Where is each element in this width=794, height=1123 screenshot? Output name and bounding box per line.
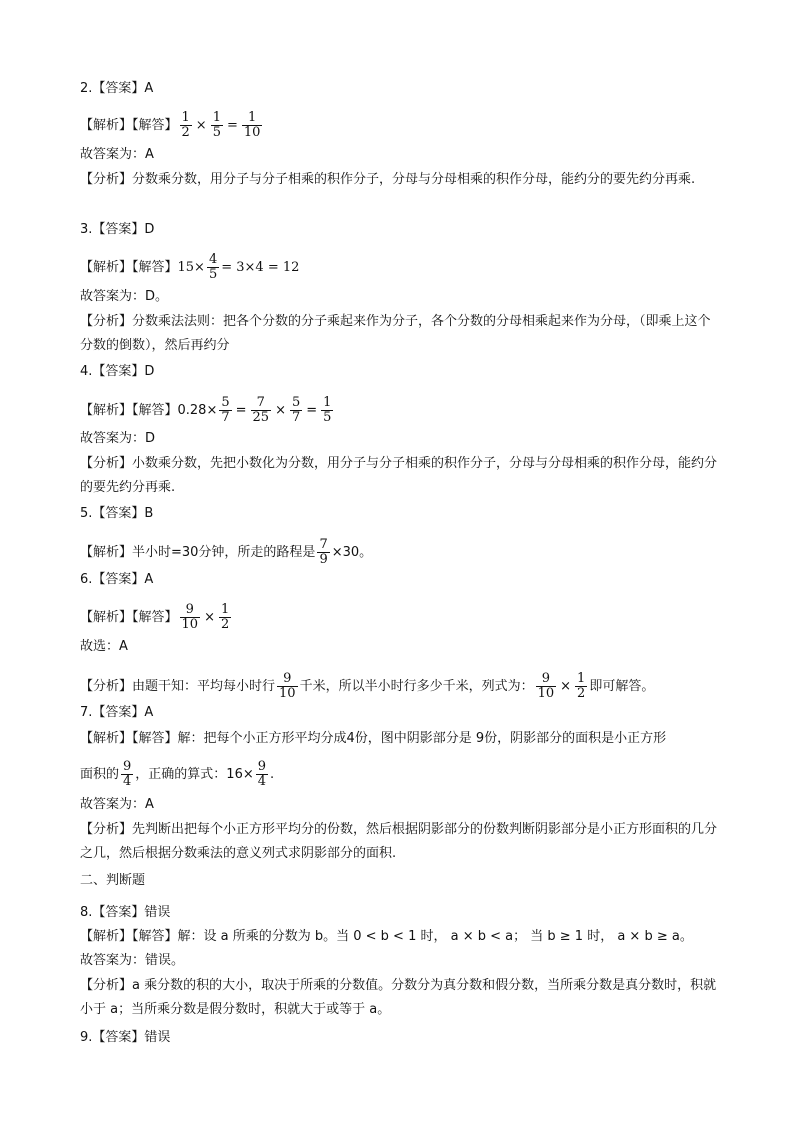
q3-fraction-1: $\frac{4}{5}$ <box>208 252 218 282</box>
q7-analysis: 【分析】先判断出把每个小正方形平均分的份数，然后根据阴影部分的份数判断阴影部分是小正方形面积的几分之几，然后根据分数乘法的意义列式求阴影部分的面积. <box>80 822 718 861</box>
q4-solution: 【解析】【解答】0.28× $\frac{5}{7}$ = $\frac{7}{25}$ × $\frac{5}{7}$ = $\frac{1}{5}$ <box>80 395 332 425</box>
q5-fraction-1: $\frac{7}{9}$ <box>319 537 328 567</box>
q7-fraction-1: $\frac{9}{4}$ <box>123 759 132 789</box>
q8-conclusion: 故答案为：错误。 <box>80 953 185 968</box>
q2-fraction-2: $\frac{1}{5}$ <box>212 110 221 140</box>
q5-answer: 5.【答案】B <box>80 506 154 521</box>
q6-fraction-2: $\frac{1}{2}$ <box>220 602 230 632</box>
q2-fraction-1: $\frac{1}{2}$ <box>181 110 190 140</box>
q6-fraction-1: $\frac{9}{10}$ <box>181 602 199 632</box>
q2-conclusion: 故答案为：A <box>80 147 154 162</box>
q7-solution-line-1: 【解析】【解答】解：把每个小正方形平均分成4份，图中阴影部分是 9份，阴影部分的面积是小正方形 <box>80 731 667 746</box>
q8-answer: 8.【答案】错误 <box>80 905 171 920</box>
q4-fraction-2: $\frac{7}{25}$ <box>252 395 270 425</box>
q2-analysis: 【分析】分数乘分数，用分子与分子相乘的积作分子，分母与分母相乘的积作分母，能约分的要先约分再乘. <box>80 172 696 187</box>
q2-answer: 2.【答案】A <box>80 81 154 96</box>
q4-fraction-1: $\frac{5}{7}$ <box>221 395 230 425</box>
q6-solution: 【解析】【解答】 $\frac{9}{10}$ × $\frac{1}{2}$ <box>80 602 230 632</box>
q4-fraction-3: $\frac{5}{7}$ <box>291 395 301 425</box>
q4-answer: 4.【答案】D <box>80 364 155 379</box>
q6-fraction-4: $\frac{9}{10}$ <box>537 671 555 701</box>
q5-solution: 【解析】半小时=30分钟，所走的路程是 $\frac{7}{9}$ ×30。 <box>80 537 373 567</box>
q6-analysis: 【分析】由题干知：平均每小时行 $\frac{9}{10}$ 千米，所以半小时行多少千米，列式为： $\frac{9}{10}$ × $\frac{1}{2}$ 即可解答。 <box>80 671 655 701</box>
q9-answer: 9.【答案】错误 <box>80 1030 171 1045</box>
q6-fraction-3: $\frac{9}{10}$ <box>279 671 296 701</box>
q7-answer: 7.【答案】A <box>80 705 154 720</box>
q2-solution: 【解析】【解答】 $\frac{1}{2}$ × $\frac{1}{5}$ = $\frac{1}{10}$ <box>80 110 261 140</box>
q7-solution-line-2: 面积的 $\frac{9}{4}$ ，正确的算式：16× $\frac{9}{4}$ . <box>80 759 275 789</box>
q2-solution-prefix: 【解析】【解答】 <box>80 118 178 133</box>
q2-fraction-3: $\frac{1}{10}$ <box>243 110 261 140</box>
q7-fraction-2: $\frac{9}{4}$ <box>257 759 267 789</box>
q4-analysis: 【分析】小数乘分数，先把小数化为分数，用分子与分子相乘的积作分子，分母与分母相乘的积作分母，能约分的要先约分再乘. <box>80 456 718 495</box>
q4-fraction-4: $\frac{1}{5}$ <box>323 395 332 425</box>
q3-conclusion: 故答案为：D。 <box>80 289 169 304</box>
q6-answer: 6.【答案】A <box>80 572 154 587</box>
q8-solution: 【解析】【解答】解：设 a 所乘的分数为 b。当 0 < b < 1 时， a × b < a； 当 b ≥ 1 时， a × b ≥ a。 <box>80 929 693 944</box>
q3-solution: 【解析】【解答】15× $\frac{4}{5}$ = 3×4 = 12 <box>80 252 300 282</box>
q8-analysis: 【分析】a 乘分数的积的大小，取决于所乘的分数值。分数分为真分数和假分数，当所乘分数是真分数时，积就小于 a；当所乘分数是假分数时，积就大于或等于 a。 <box>80 978 717 1017</box>
q7-conclusion: 故答案为：A <box>80 797 154 812</box>
section-heading: 二、判断题 <box>80 873 146 888</box>
q4-conclusion: 故答案为：D <box>80 431 156 446</box>
q3-analysis: 【分析】分数乘法法则：把各个分数的分子乘起来作为分子，各个分数的分母相乘起来作为分母，（即乘上这个分数的倒数），然后再约分 <box>80 314 711 353</box>
q6-conclusion: 故选：A <box>80 639 128 654</box>
q6-fraction-5: $\frac{1}{2}$ <box>577 671 586 701</box>
q3-answer: 3.【答案】D <box>80 222 155 237</box>
